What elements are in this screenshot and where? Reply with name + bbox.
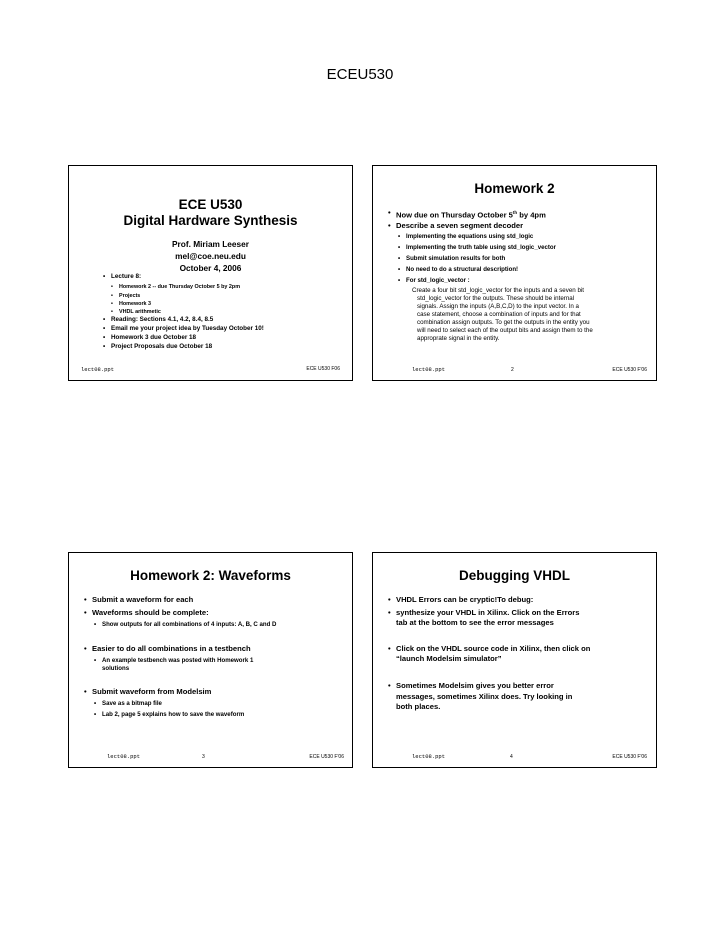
list-item-text: Easier to do all combinations in a testbench [92, 644, 251, 653]
list-item: • Lab 2, page 5 explains how to save the waveform [94, 711, 245, 718]
list-item-text: Lecture 8: [111, 273, 142, 280]
list-item-continued: solutions [102, 665, 130, 672]
slide-title: Debugging VHDL [459, 568, 570, 583]
list-item-text: Project Proposals due October 18 [111, 343, 213, 350]
slide-title: Homework 2 [474, 181, 555, 196]
slide-3 [68, 552, 353, 768]
list-item-continued: “launch Modelsim simulator” [396, 654, 502, 663]
list-item: • synthesize your VHDL in Xilinx. Click on the Errors [388, 608, 580, 617]
list-item: • Now due on Thursday October 5th by 4pm [388, 208, 546, 220]
slide-footer [69, 753, 352, 761]
list-item: • Submit simulation results for both [398, 255, 506, 262]
list-item: • Projects [111, 293, 141, 299]
list-item-text: Now due on Thursday October 5 [396, 210, 513, 220]
list-item: • Submit a waveform for each [84, 595, 194, 604]
list-item-text: Describe a seven segment decoder [396, 221, 524, 230]
paragraph-line: combination assign outputs. To get the outputs in the entity you [417, 319, 590, 326]
page-header: ECEU530 [326, 66, 394, 83]
list-item-text: synthesize your VHDL in Xilinx. Click on the Errors [396, 608, 580, 617]
paragraph-line: Create a four bit std_logic_vector for the inputs and a seven bit [412, 287, 584, 294]
list-item-text: Reading: Sections 4.1, 4.2, 8.4, 8.5 [111, 316, 214, 323]
list-item: • Reading: Sections 4.1, 4.2, 8.4, 8.5 [103, 316, 214, 323]
slide-footer [373, 753, 656, 761]
list-item-text: Implementing the equations using std_logic [406, 233, 534, 240]
superscript: th [512, 210, 518, 215]
email: mel@coe.neu.edu [175, 251, 246, 261]
list-item-text: Implementing the truth table using std_logic_vector [406, 244, 556, 251]
list-item-text: Homework 3 [119, 301, 152, 307]
list-item-text: Click on the VHDL source code in Xilinx, then click on [396, 644, 591, 653]
slide-1 [68, 165, 353, 381]
footer-filename: lect08.ppt [81, 366, 115, 373]
list-item: • Click on the VHDL source code in Xilinx, then click on [388, 644, 591, 653]
paragraph-line: case statement, choose a combination of inputs and for that [417, 311, 581, 318]
course-title: ECE U530 [178, 197, 243, 212]
list-item: • Sometimes Modelsim gives you better error [388, 681, 554, 690]
paragraph-line: approprate signal in the entity. [417, 335, 500, 342]
list-item: • Save as a bitmap file [94, 700, 162, 707]
list-item-text: No need to do a structural description! [406, 266, 519, 273]
paragraph-line: signals. Assign the inputs (A,B,C,D) to the input vector. In a [417, 303, 579, 310]
list-item: • VHDL Errors can be cryptic!To debug: [388, 595, 534, 604]
footer-course: ECE U530 F'06 [309, 754, 344, 760]
list-item-text: Submit waveform from Modelsim [92, 687, 212, 696]
list-item: • Project Proposals due October 18 [103, 343, 213, 350]
footer-filename: lect08.ppt [412, 366, 446, 373]
footer-course: ECE U530 F'06 [612, 754, 647, 760]
list-item: • Describe a seven segment decoder [388, 221, 524, 230]
list-item: • Homework 3 due October 18 [103, 334, 197, 341]
list-item: • Homework 3 [111, 301, 152, 307]
list-item: • An example testbench was posted with Homework 1 [94, 657, 254, 664]
slide-4 [372, 552, 657, 768]
list-item-text: by 4pm [517, 210, 546, 220]
list-item: • Easier to do all combinations in a testbench [84, 644, 251, 653]
list-item-continued: tab at the bottom to see the error messages [396, 618, 554, 627]
author: Prof. Miriam Leeser [171, 239, 249, 249]
list-item-text: Projects [119, 293, 141, 299]
paragraph-line: will need to select each of the output bits and assign them to the [417, 327, 593, 334]
footer-slide-number: 2 [511, 367, 514, 373]
list-item-text: Email me your project idea by Tuesday October 10! [111, 325, 264, 332]
list-item: • Implementing the equations using std_logic [398, 233, 534, 240]
slide-title: Homework 2: Waveforms [130, 568, 291, 583]
slide-footer [373, 366, 656, 374]
footer-filename: lect08.ppt [107, 753, 141, 760]
list-item-text: Submit simulation results for both [406, 255, 506, 262]
list-item-text: An example testbench was posted with Homework 1 [102, 657, 254, 664]
list-item: • For std_logic_vector : [398, 277, 470, 284]
list-item-text: Lab 2, page 5 explains how to save the waveform [102, 711, 245, 718]
date: October 4, 2006 [179, 263, 242, 273]
list-item: • Implementing the truth table using std_logic_vector [398, 244, 556, 251]
list-item: • Lecture 8: [103, 273, 142, 280]
footer-course: ECE U530 F'06 [612, 367, 647, 373]
footer-filename: lect08.ppt [412, 753, 446, 760]
slide-2 [372, 165, 657, 381]
list-item-text: Show outputs for all combinations of 4 inputs: A, B, C and D [102, 621, 277, 628]
list-item-text: VHDL arithmetic [119, 309, 161, 315]
list-item: • Show outputs for all combinations of 4 inputs: A, B, C and D [94, 621, 277, 628]
list-item-text: Homework 2 -- due Thursday October 5 by 2pm [119, 284, 241, 290]
list-item: • Waveforms should be complete: [84, 608, 209, 617]
list-item: • Homework 2 -- due Thursday October 5 by 2pm [111, 284, 241, 290]
list-item-text: Submit a waveform for each [92, 595, 194, 604]
slide-title: Digital Hardware Synthesis [123, 213, 298, 228]
list-item-continued: messages, sometimes Xilinx does. Try looking in [396, 692, 573, 701]
list-item: • VHDL arithmetic [111, 309, 161, 315]
list-item: • No need to do a structural description! [398, 266, 519, 273]
list-item: • Email me your project idea by Tuesday October 10! [103, 325, 264, 332]
list-item-text: Homework 3 due October 18 [111, 334, 197, 341]
list-item-text: Save as a bitmap file [102, 700, 162, 707]
footer-slide-number: 3 [202, 754, 205, 760]
list-item-continued: both places. [396, 702, 441, 711]
list-item-text: VHDL Errors can be cryptic!To debug: [396, 595, 534, 604]
footer-slide-number: 4 [510, 754, 513, 760]
list-item: • Submit waveform from Modelsim [84, 687, 212, 696]
paragraph-line: std_logic_vector for the outputs. These should be internal [417, 295, 575, 302]
footer-course: ECE U530 F06 [306, 366, 340, 372]
list-item-text: Sometimes Modelsim gives you better error [396, 681, 554, 690]
slide-footer [69, 366, 352, 374]
list-item-text: Waveforms should be complete: [92, 608, 209, 617]
list-item-text: For std_logic_vector : [406, 277, 470, 284]
